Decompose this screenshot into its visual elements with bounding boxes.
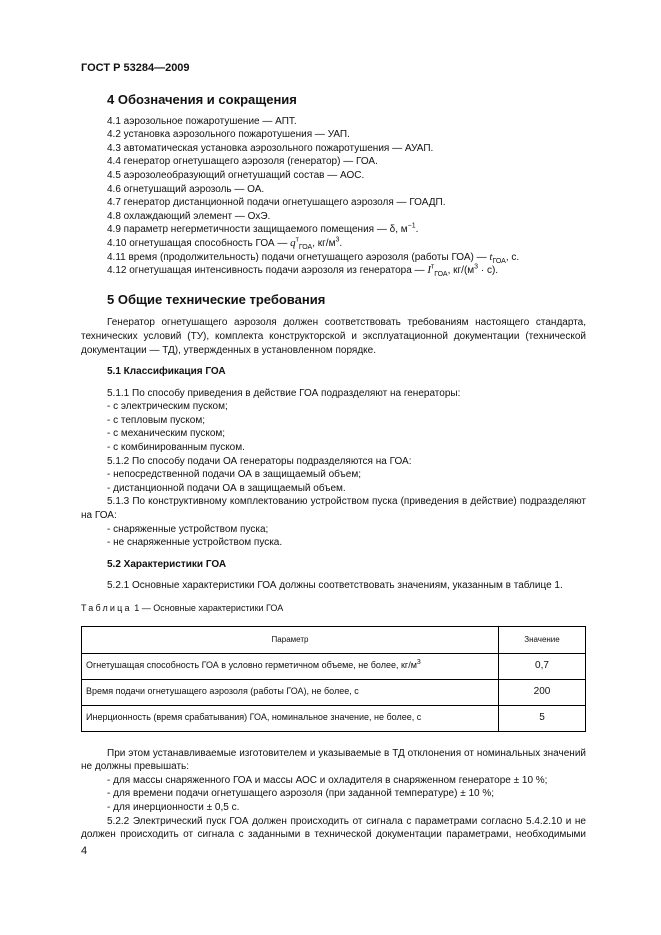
definition-item-4-9: 4.9 параметр негерметичности защищаемого помещения — δ, $м^{-1}$. [107,223,419,236]
list-item: - не снаряженные устройством пуска. [107,537,283,549]
definition-item: 4.1 аэрозольное пожаротушение — АПТ. [107,115,297,127]
symbol-i: I [427,264,432,277]
section-5-intro: Генератор огнетушащего аэрозоля должен соответствовать требованиям настоящего стандарта, технических условий (ТУ), комплекта конструкторской и эксплуатационной документации (технической документации — ТД), утвержденных в установленном порядке. [81,317,586,356]
table-cell-value: 200 [499,679,586,705]
table-row [82,679,586,705]
subsection-5-1-title: 5.1 Классификация ГОА [107,366,226,378]
definition-item: 4.3 автоматическая установка аэрозольного пожаротушения — АУАП. [107,142,434,154]
subsection-5-2-title: 5.2 Характеристики ГОА [107,558,227,570]
table-header-row [82,626,586,653]
definition-item: 4.8 охлаждающий элемент — ОхЭ. [107,210,271,222]
section-5-title: 5 Общие технические требования [107,291,326,307]
deviation-intro: При этом устанавливаемые изготовителем и указываемые в ТД отклонения от номинальных значений не должны превышать: [81,747,586,773]
definition-item: 4.2 установка аэрозольного пожаротушения — УАП. [107,129,350,141]
definition-item: 4.4 генератор огнетушащего аэрозоля (генератор) — ГОА. [107,156,378,168]
page-content [81,90,586,842]
symbol-q: q [290,236,296,249]
clause-5-1-2: 5.1.2 По способу подачи ОА генераторы подразделяются на ГОА: [107,455,412,467]
definition-item: 4.7 генератор дистанционной подачи огнетушащего аэрозоля — ГОАДП. [107,197,446,209]
table-row [82,653,586,679]
table-cell-parameter: Огнетушащая способность ГОА в условно герметичном объеме, не более, $кг/м^3$ [82,653,499,679]
table-row [82,705,586,731]
list-item: - с комбинированным пуском. [107,442,245,454]
clause-5-2-1: 5.2.1 Основные характеристики ГОА должны соответствовать значениям, указанным в таблице 1. [107,580,563,592]
clause-5-2-2: 5.2.2 Электрический пуск ГОА должен происходить от сигнала с параметрами согласно 5.4.2.10 и не должен происходить от сигнала с заданными в технической документации параметрами, необходимыми [81,815,586,841]
list-item: - с электрическим пуском; [107,401,228,413]
section-4-title: 4 Обозначения и сокращения [107,92,297,107]
definition-item: 4.5 аэрозолеобразующий огнетушащий состав — АОС. [107,169,365,181]
page-number: 4 [81,845,88,857]
list-item: - для времени подачи огнетушащего аэрозоля (при заданной температуре) ± 10 %; [107,788,495,800]
list-item: - с тепловым пуском; [107,414,205,426]
list-item: - снаряженные устройством пуска; [107,523,269,535]
list-item: - для массы снаряженного ГОА и массы АОС и охладителя в снаряженном генераторе ± 10 %; [107,774,548,786]
definition-item-4-10: 4.10 огнетушащая способность ГОА — $q^т_{ГОА}$, $кг/м^3$. [107,236,343,251]
definition-item: 4.6 огнетушащий аэрозоль — ОА. [107,183,265,195]
definition-item-4-12: 4.12 огнетушащая интенсивность подачи аэрозоля из генератора — $I^т_{ГОА}$, $кг/(м^3 \cdot с)$. [107,263,499,279]
definition-item-4-11: 4.11 время (продолжительность) подачи огнетушащего аэрозоля (работы ГОА) — $t_{ГОА}$, с. [107,250,520,265]
symbol-t: t [489,250,493,263]
list-item: - дистанционной подачи ОА в защищаемый объем. [107,482,346,494]
list-item: - с механическим пуском; [107,428,226,440]
list-item: - непосредственной подачи ОА в защищаемый объем; [107,469,361,481]
column-header-parameter: Параметр [82,626,499,653]
clause-5-1-1: 5.1.1 По способу приведения в действие ГОА подразделяют на генераторы: [107,387,461,399]
table-cell-value: 0,7 [499,653,586,679]
table-cell-parameter: Инерционность (время срабатывания) ГОА, номинальное значение, не более, с [82,705,499,731]
table-cell-value: 5 [499,705,586,731]
table-caption: Таблица 1 — Основные характеристики ГОА [81,603,284,613]
list-item: - для инерционности ± 0,5 с. [107,801,240,813]
table-cell-parameter: Время подачи огнетушащего аэрозоля (работы ГОА), не более, с [82,679,499,705]
clause-5-1-3: 5.1.3 По конструктивному комплектованию устройством пуска (приведения в действие) подразделяют на ГОА: [81,496,586,522]
characteristics-table [81,626,586,732]
standard-header: ГОСТ Р 53284—2009 [81,62,190,74]
column-header-value: Значение [499,626,586,653]
